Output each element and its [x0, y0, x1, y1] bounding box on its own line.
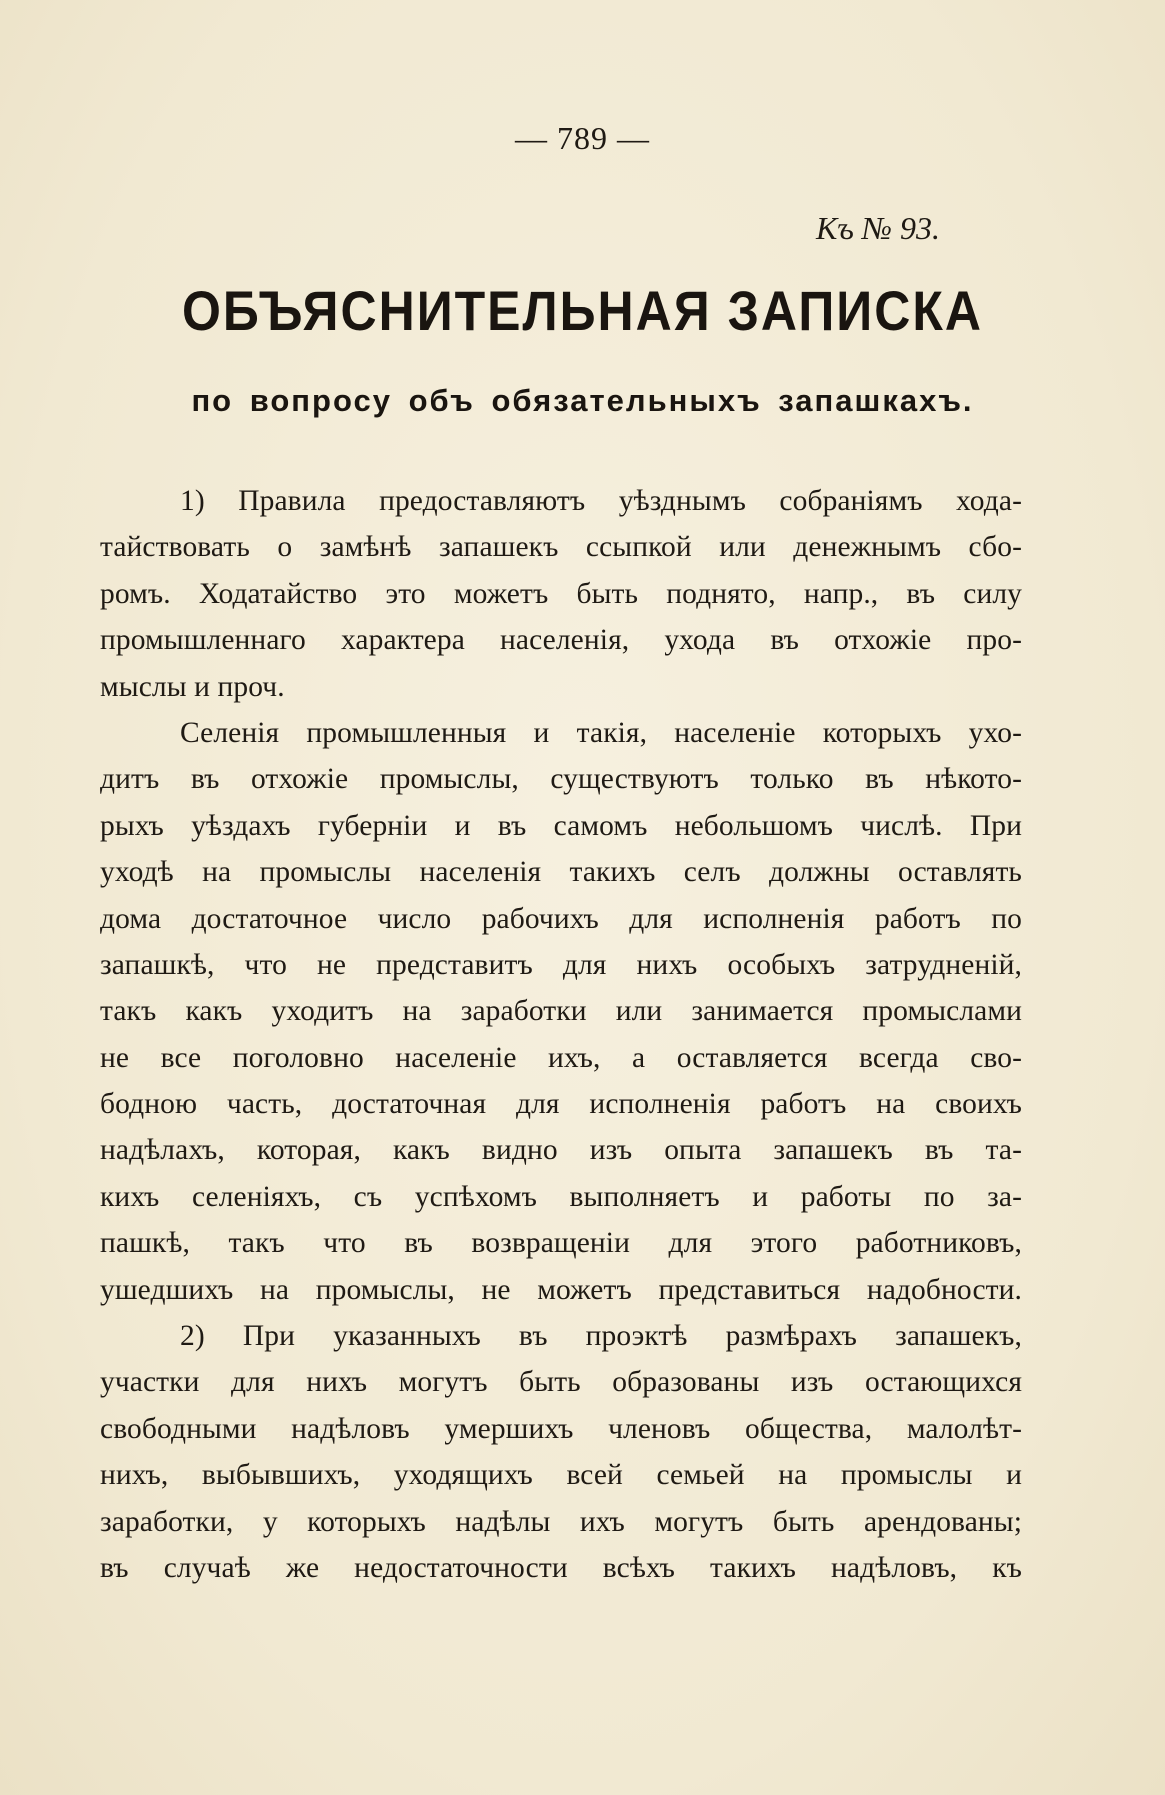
paragraph-line: Селенія промышленныя и такія, населеніе которыхъ ухо- [180, 716, 1022, 749]
paragraph-line: надѣлахъ, которая, какъ видно изъ опыта запашекъ въ та- [100, 1134, 1022, 1167]
paragraph-line: не все поголовно населеніе ихъ, а оставляется всегда сво- [100, 1041, 1022, 1074]
document-subtitle: по вопросу объ обязательныхъ запашкахъ. [191, 383, 974, 418]
paragraph-line: запашкѣ, что не представитъ для нихъ особыхъ затрудненій, [100, 948, 1022, 981]
paragraph-line: ромъ. Ходатайство это можетъ быть поднято, напр., въ силу [100, 577, 1022, 610]
paragraph-line: 2) При указанныхъ въ проэктѣ размѣрахъ запашекъ, [180, 1320, 1022, 1353]
reference-number: Къ № 93. [815, 210, 940, 246]
paragraph-line: такъ какъ уходитъ на заработки или занимается промыслами [100, 995, 1022, 1028]
paragraph-line: уходѣ на промыслы населенія такихъ селъ должны оставлять [100, 856, 1022, 889]
paragraph-line: мыслы и проч. [100, 670, 285, 703]
paragraph-line: въ случаѣ же недостаточности всѣхъ такихъ надѣловъ, къ [100, 1551, 1022, 1584]
paragraph-line: ушедшихъ на промыслы, не можетъ представиться надобности. [100, 1273, 1022, 1306]
document-title: ОБЪЯСНИТЕЛЬНАЯ ЗАПИСКА [182, 279, 983, 343]
paragraph-line: заработки, у которыхъ надѣлы ихъ могутъ быть арендованы; [100, 1505, 1022, 1538]
paragraph-line: промышленнаго характера населенія, ухода въ отхожіе про- [100, 624, 1022, 657]
paragraph-line: участки для нихъ могутъ быть образованы изъ остающихся [100, 1366, 1022, 1399]
paragraph-line: 1) Правила предоставляютъ уѣзднымъ собраніямъ хода- [180, 485, 1022, 517]
paragraph-line: тайствовать о замѣнѣ запашекъ ссыпкой или денежнымъ сбо- [100, 531, 1022, 564]
page-number: — 789 — [515, 120, 650, 156]
paragraph-line: дитъ въ отхожіе промыслы, существуютъ только въ нѣкото- [100, 763, 1022, 796]
paragraph-line: нихъ, выбывшихъ, уходящихъ всей семьей на промыслы и [100, 1459, 1022, 1492]
paragraph-line: дома достаточное число рабочихъ для исполненія работъ по [100, 902, 1022, 935]
body-text [100, 478, 1022, 1591]
paragraph-line: кихъ селеніяхъ, съ успѣхомъ выполняетъ и работы по за- [100, 1180, 1022, 1213]
paragraph-line: пашкѣ, такъ что въ возвращеніи для этого работниковъ, [100, 1227, 1022, 1260]
paragraph-line: свободными надѣловъ умершихъ членовъ общества, малолѣт- [100, 1412, 1022, 1445]
paragraph-line: рыхъ уѣздахъ губерніи и въ самомъ небольшомъ числѣ. При [100, 809, 1022, 842]
paragraph-line: бодною часть, достаточная для исполненія работъ на своихъ [100, 1088, 1022, 1121]
